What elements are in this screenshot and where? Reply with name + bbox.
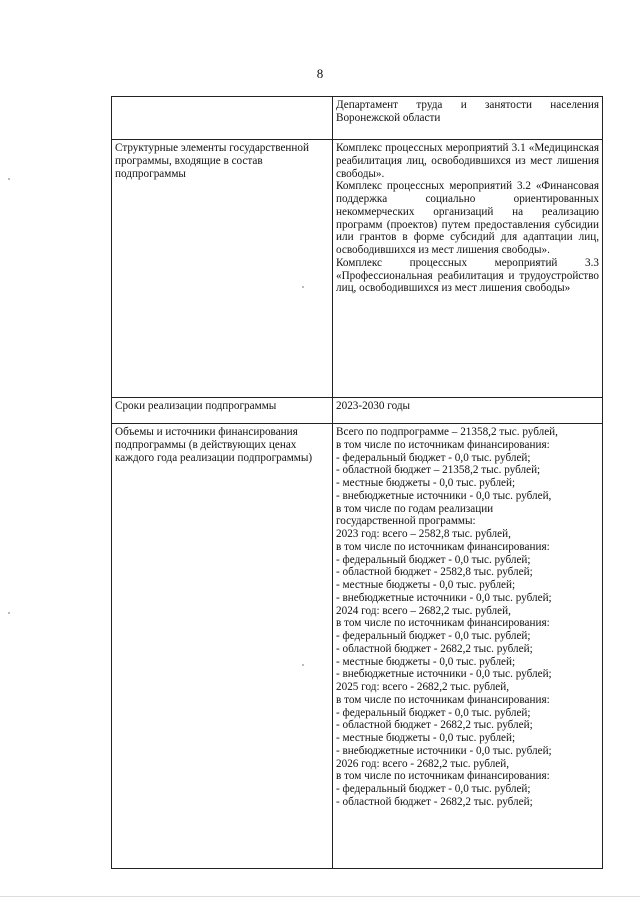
finance-line: - областной бюджет – 21358,2 тыс. рублей;	[336, 464, 541, 477]
finance-line: Всего по подпрограмме – 21358,2 тыс. рублей,	[336, 426, 558, 438]
table-row	[112, 97, 603, 140]
finance-line: 2023 год: всего – 2582,8 тыс. рублей,	[336, 528, 511, 540]
responsible-executor-cell: Департамент труда и занятости населения Воронежской области	[333, 97, 603, 140]
finance-line: - областной бюджет - 2582,8 тыс. рублей;	[336, 566, 533, 579]
finance-lines-cell	[333, 424, 603, 869]
finance-line: - федеральный бюджет - 0,0 тыс. рублей;	[336, 553, 531, 566]
finance-line: 2025 год: всего - 2682,2 тыс. рублей,	[336, 681, 510, 693]
terms-label: Сроки реализации подпрограммы	[112, 398, 333, 424]
table-row	[112, 424, 603, 869]
finance-line: - местные бюджеты - 0,0 тыс. рублей;	[336, 477, 516, 489]
finance-line: в том числе по источникам финансирования:	[336, 540, 550, 553]
finance-line: государственной программы:	[336, 515, 476, 528]
structure-label: Структурные элементы государственной программы, входящие в состав подпрограммы	[112, 140, 333, 398]
process-complex-3-2: Комплекс процессных мероприятий 3.2 «Финансовая поддержка социально ориентированных некоммерческих организаций на реализацию программ (проектов) путем предоставления субсидии или грантов в форме субсидий для адаптации лиц, освободившихся из мест лишения свободы».	[336, 180, 599, 256]
finance-line: в том числе по источникам финансирования:	[336, 438, 550, 451]
finance-line: в том числе по источникам финансирования:	[336, 770, 550, 783]
finance-line: - местные бюджеты - 0,0 тыс. рублей;	[336, 579, 516, 591]
scan-speck	[8, 178, 10, 180]
scan-speck	[8, 612, 10, 614]
finance-line: - областной бюджет - 2682,2 тыс. рублей;	[336, 642, 533, 655]
finance-line: 2024 год: всего – 2682,2 тыс. рублей,	[336, 604, 511, 617]
scan-speck	[302, 664, 304, 666]
finance-line: - областной бюджет - 2682,2 тыс. рублей;	[336, 719, 533, 732]
finance-line: - федеральный бюджет - 0,0 тыс. рублей;	[336, 783, 531, 795]
terms-value: 2023-2030 годы	[333, 398, 603, 424]
finance-line: - внебюджетные источники - 0,0 тыс. рублей;	[336, 744, 552, 757]
finance-label: Объемы и источники финансирования подпрограммы (в действующих ценах каждого года реализации подпрограммы)	[112, 424, 333, 869]
finance-line: - внебюджетные источники - 0,0 тыс. рублей,	[336, 489, 552, 502]
finance-line: - местные бюджеты - 0,0 тыс. рублей;	[336, 655, 516, 668]
subprogram-passport-table	[111, 96, 603, 869]
finance-line: - внебюджетные источники - 0,0 тыс. рублей;	[336, 591, 552, 604]
structure-items-cell	[333, 140, 603, 398]
header-left-cell	[112, 97, 333, 140]
page-edge-shadow	[0, 896, 640, 897]
table-row	[112, 140, 603, 398]
finance-line: в том числе по источникам финансирования:	[336, 617, 550, 630]
table-row	[112, 398, 603, 424]
finance-line: - внебюджетные источники - 0,0 тыс. рублей;	[336, 668, 552, 681]
page-number: 8	[316, 66, 324, 81]
finance-line: в том числе по источникам финансирования:	[336, 693, 550, 706]
process-complex-3-1: Комплекс процессных мероприятий 3.1 «Медицинская реабилитация лиц, освободившихся из мест лишения свободы».	[336, 142, 599, 180]
finance-line: 2026 год: всего - 2682,2 тыс. рублей,	[336, 757, 510, 770]
finance-line: в том числе по годам реализации	[336, 502, 494, 515]
finance-line: - областной бюджет - 2682,2 тыс. рублей;	[336, 795, 533, 808]
scan-speck	[302, 286, 304, 288]
finance-line: - федеральный бюджет - 0,0 тыс. рублей;	[336, 630, 531, 642]
finance-line: - местные бюджеты - 0,0 тыс. рублей;	[336, 732, 516, 744]
finance-line: - федеральный бюджет - 0,0 тыс. рублей;	[336, 706, 531, 719]
finance-line: - федеральный бюджет - 0,0 тыс. рублей;	[336, 451, 531, 464]
process-complex-3-3: Комплекс процессных мероприятий 3.3 «Профессиональная реабилитация и трудоустройство лиц, освободившихся из мест лишения свободы»	[336, 256, 599, 295]
